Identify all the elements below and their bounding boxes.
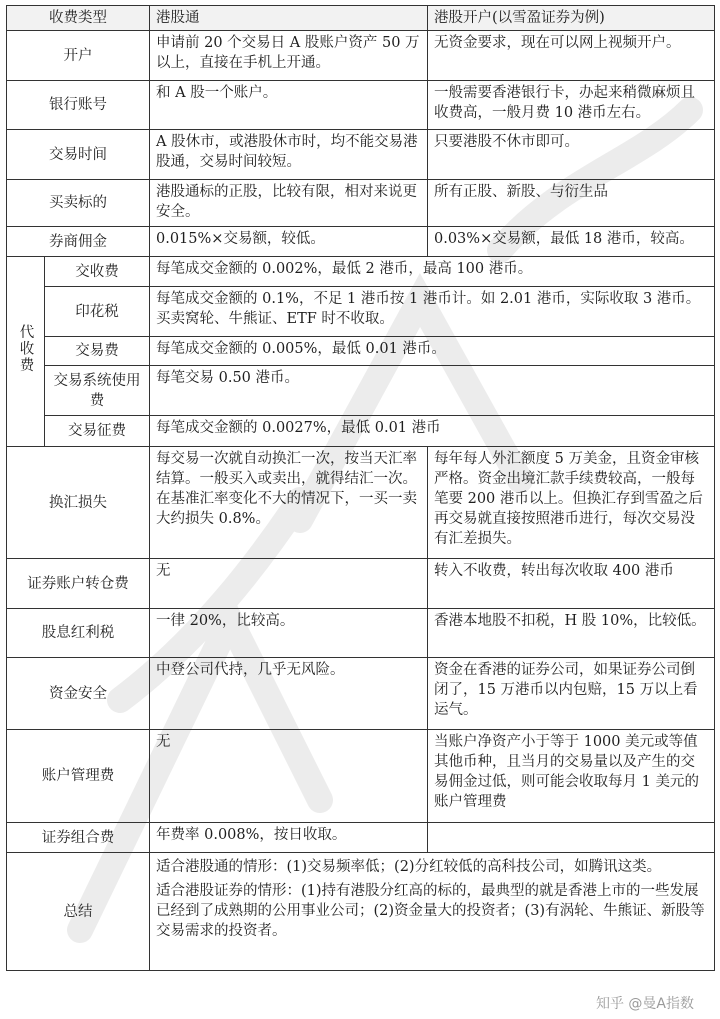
collected-fee-label: 交易征费	[45, 416, 150, 447]
row-label: 券商佣金	[7, 227, 150, 257]
summary-row	[7, 853, 715, 971]
fee-comparison-table-container	[6, 5, 714, 971]
zhihu-credit-watermark: 知乎 @曼A指数	[592, 993, 698, 1013]
collected-fee-text: 每笔交易 0.50 港币。	[150, 366, 715, 416]
collected-fee-text: 每笔成交金额的 0.1%，不足 1 港币按 1 港币计。如 2.01 港币，实际收取 3 港币。买卖窝轮、牛熊证、ETF 时不收取。	[150, 287, 715, 337]
summary-content	[150, 853, 715, 971]
cell-hk-connect: 中登公司代持，几乎无风险。	[150, 658, 428, 730]
row-label: 开户	[7, 31, 150, 81]
row-label: 账户管理费	[7, 730, 150, 823]
collected-fee-text: 每笔成交金额的 0.005%，最低 0.01 港币。	[150, 337, 715, 366]
cell-hk-account: 0.03%×交易额，最低 18 港币，较高。	[428, 227, 715, 257]
table-row	[7, 823, 715, 853]
table-row	[7, 130, 715, 180]
cell-hk-connect: 每交易一次就自动换汇一次，按当天汇率结算。一般买入或卖出，就得结汇一次。在基准汇率变化不大的情况下，一买一卖大约损失 0.8%。	[150, 447, 428, 559]
cell-hk-connect: 无	[150, 559, 428, 609]
row-label: 交易时间	[7, 130, 150, 180]
summary-hk-connect: 适合港股通的情形：(1)交易频率低；(2)分红较低的高科技公司，如腾讯这类。	[156, 859, 662, 875]
table-row	[7, 658, 715, 730]
cell-hk-connect: 港股通标的正股，比较有限，相对来说更安全。	[150, 180, 428, 227]
collected-fee-group-label: 代收费	[7, 257, 45, 447]
collected-fee-text: 每笔成交金额的 0.002%，最低 2 港币，最高 100 港币。	[150, 257, 715, 287]
collected-fee-text: 每笔成交金额的 0.0027%，最低 0.01 港币	[150, 416, 715, 447]
header-hk-connect: 港股通	[150, 6, 428, 31]
cell-hk-account	[428, 823, 715, 853]
cell-hk-account: 一般需要香港银行卡，办起来稍微麻烦且收费高，一般月费 10 港币左右。	[428, 81, 715, 130]
row-label: 换汇损失	[7, 447, 150, 559]
cell-hk-connect: 无	[150, 730, 428, 823]
cell-hk-connect: 申请前 20 个交易日 A 股账户资产 50 万以上，直接在手机上开通。	[150, 31, 428, 81]
header-fee-type: 收费类型	[7, 6, 150, 31]
cell-hk-account: 无资金要求，现在可以网上视频开户。	[428, 31, 715, 81]
cell-hk-account: 香港本地股不扣税，H 股 10%，比较低。	[428, 609, 715, 658]
cell-hk-account: 只要港股不休市即可。	[428, 130, 715, 180]
collected-fee-label: 交易费	[45, 337, 150, 366]
collected-fee-row	[7, 337, 715, 366]
row-label: 银行账号	[7, 81, 150, 130]
row-label: 证券组合费	[7, 823, 150, 853]
table-row	[7, 447, 715, 559]
cell-hk-connect: A 股休市，或港股休市时，均不能交易港股通，交易时间较短。	[150, 130, 428, 180]
cell-hk-connect: 一律 20%，比较高。	[150, 609, 428, 658]
collected-fee-label: 印花税	[45, 287, 150, 337]
collected-fee-row	[7, 416, 715, 447]
collected-fee-row	[7, 257, 715, 287]
summary-label: 总结	[7, 853, 150, 971]
cell-hk-connect: 0.015%×交易额，较低。	[150, 227, 428, 257]
table-row	[7, 730, 715, 823]
table-row	[7, 227, 715, 257]
cell-hk-account: 每年每人外汇额度 5 万美金，且资金审核严格。资金出境汇款手续费较高，一般每笔要 200 港币以上。但换汇存到雪盈之后再交易就直接按照港币进行，每次交易没有汇差损失。	[428, 447, 715, 559]
table-row	[7, 609, 715, 658]
table-row	[7, 559, 715, 609]
row-label: 股息红利税	[7, 609, 150, 658]
cell-hk-account: 转入不收费，转出每次收取 400 港币	[428, 559, 715, 609]
cell-hk-account: 所有正股、新股、与衍生品	[428, 180, 715, 227]
table-row	[7, 81, 715, 130]
collected-fee-row	[7, 287, 715, 337]
collected-fee-row	[7, 366, 715, 416]
summary-hk-account: 适合港股证券的情形：(1)持有港股分红高的标的，最典型的就是香港上市的一些发展已经到了成熟期的公用事业公司；(2)资金量大的投资者；(3)有涡轮、牛熊证、新股等交易需求的投资者。	[156, 883, 705, 939]
header-hk-account: 港股开户(以雪盈证券为例)	[428, 6, 715, 31]
cell-hk-connect: 和 A 股一个账户。	[150, 81, 428, 130]
cell-hk-account: 当账户净资产小于等于 1000 美元或等值其他币种，且当月的交易量以及产生的交易佣金过低，则可能会收取每月 1 美元的账户管理费	[428, 730, 715, 823]
row-label: 证券账户转仓费	[7, 559, 150, 609]
header-row	[7, 6, 715, 31]
cell-hk-connect: 年费率 0.008%，按日收取。	[150, 823, 428, 853]
collected-fee-label: 交收费	[45, 257, 150, 287]
collected-fee-label: 交易系统使用费	[45, 366, 150, 416]
row-label: 资金安全	[7, 658, 150, 730]
fee-comparison-table	[6, 5, 715, 971]
table-row	[7, 180, 715, 227]
row-label: 买卖标的	[7, 180, 150, 227]
table-row	[7, 31, 715, 81]
cell-hk-account: 资金在香港的证券公司，如果证券公司倒闭了，15 万港币以内包赔，15 万以上看运气。	[428, 658, 715, 730]
